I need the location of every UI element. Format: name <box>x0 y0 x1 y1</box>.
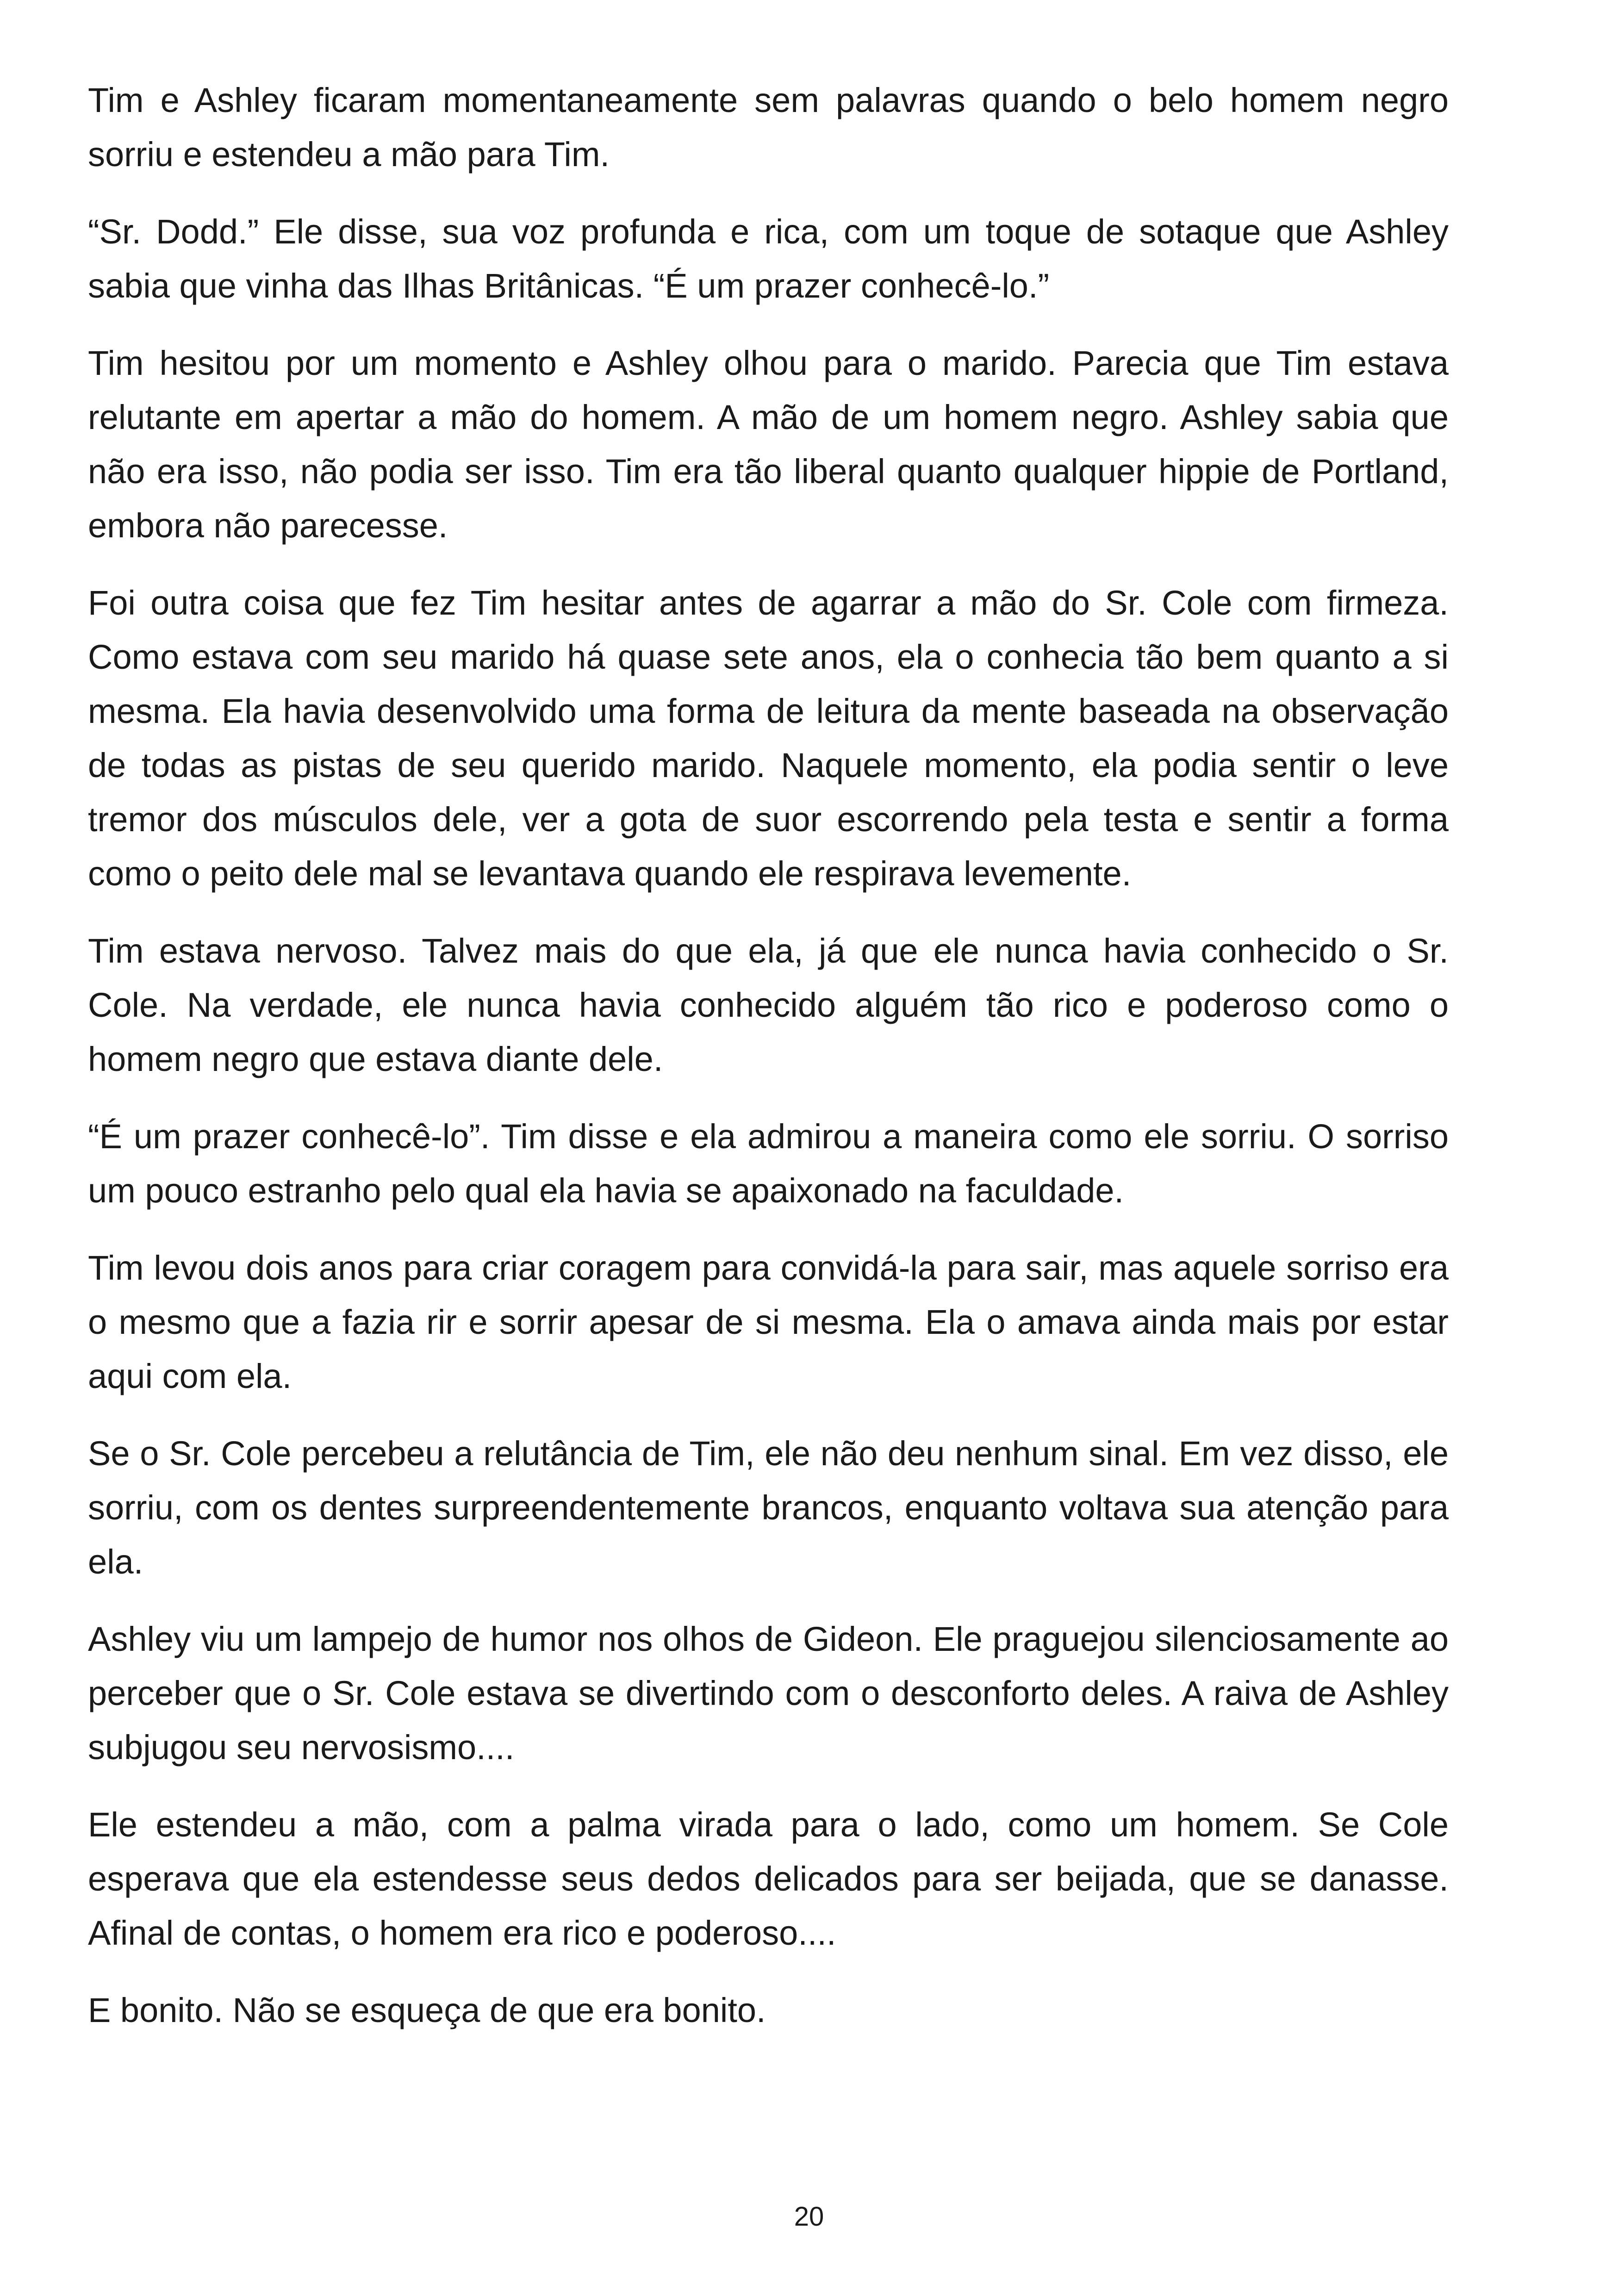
paragraph: Tim hesitou por um momento e Ashley olhou para o marido. Parecia que Tim estava relutante em apertar a mão do homem. A mão de um homem negro. Ashley sabia que não era isso, não podia ser isso. Tim era tão liberal quanto qualquer hippie de Portland, embora não parecesse. <box>88 344 1449 545</box>
paragraph: Ele estendeu a mão, com a palma virada para o lado, como um homem. Se Cole esperava que ela estendesse seus dedos delicados para ser beijada, que se danasse. Afinal de contas, o homem era rico e poderoso.... <box>88 1805 1449 1952</box>
body-text <box>88 73 1449 2037</box>
page-number: 20 <box>794 2202 824 2232</box>
paragraph: Tim e Ashley ficaram momentaneamente sem palavras quando o belo homem negro sorriu e estendeu a mão para Tim. <box>88 81 1449 174</box>
paragraph: Foi outra coisa que fez Tim hesitar antes de agarrar a mão do Sr. Cole com firmeza. Como estava com seu marido há quase sete anos, ela o conhecia tão bem quanto a si mesma. Ela havia desenvolvido uma forma de leitura da mente baseada na observação de todas as pistas de seu querido marido. Naquele momento, ela podia sentir o leve tremor dos músculos dele, ver a gota de suor escorrendo pela testa e sentir a forma como o peito dele mal se levantava quando ele respirava levemente. <box>88 584 1449 893</box>
paragraph: Tim estava nervoso. Talvez mais do que ela, já que ele nunca havia conhecido o Sr. Cole. Na verdade, ele nunca havia conhecido alguém tão rico e poderoso como o homem negro que estava diante dele. <box>88 932 1449 1078</box>
paragraph: Se o Sr. Cole percebeu a relutância de Tim, ele não deu nenhum sinal. Em vez disso, ele sorriu, com os dentes surpreendentemente brancos, enquanto voltava sua atenção para ela. <box>88 1434 1449 1581</box>
paragraph: “Sr. Dodd.” Ele disse, sua voz profunda e rica, com um toque de sotaque que Ashley sabia que vinha das Ilhas Britânicas. “É um prazer conhecê-lo.” <box>88 212 1449 305</box>
paragraph: Tim levou dois anos para criar coragem para convidá-la para sair, mas aquele sorriso era o mesmo que a fazia rir e sorrir apesar de si mesma. Ela o amava ainda mais por estar aqui com ela. <box>88 1249 1449 1395</box>
paragraph: Ashley viu um lampejo de humor nos olhos de Gideon. Ele praguejou silenciosamente ao perceber que o Sr. Cole estava se divertindo com o desconforto deles. A raiva de Ashley subjugou seu nervosismo.... <box>88 1620 1449 1767</box>
paragraph: E bonito. Não se esqueça de que era bonito. <box>88 1991 766 2029</box>
paragraph: “É um prazer conhecê-lo”. Tim disse e ela admirou a maneira como ele sorriu. O sorriso um pouco estranho pelo qual ela havia se apaixonado na faculdade. <box>88 1117 1449 1210</box>
